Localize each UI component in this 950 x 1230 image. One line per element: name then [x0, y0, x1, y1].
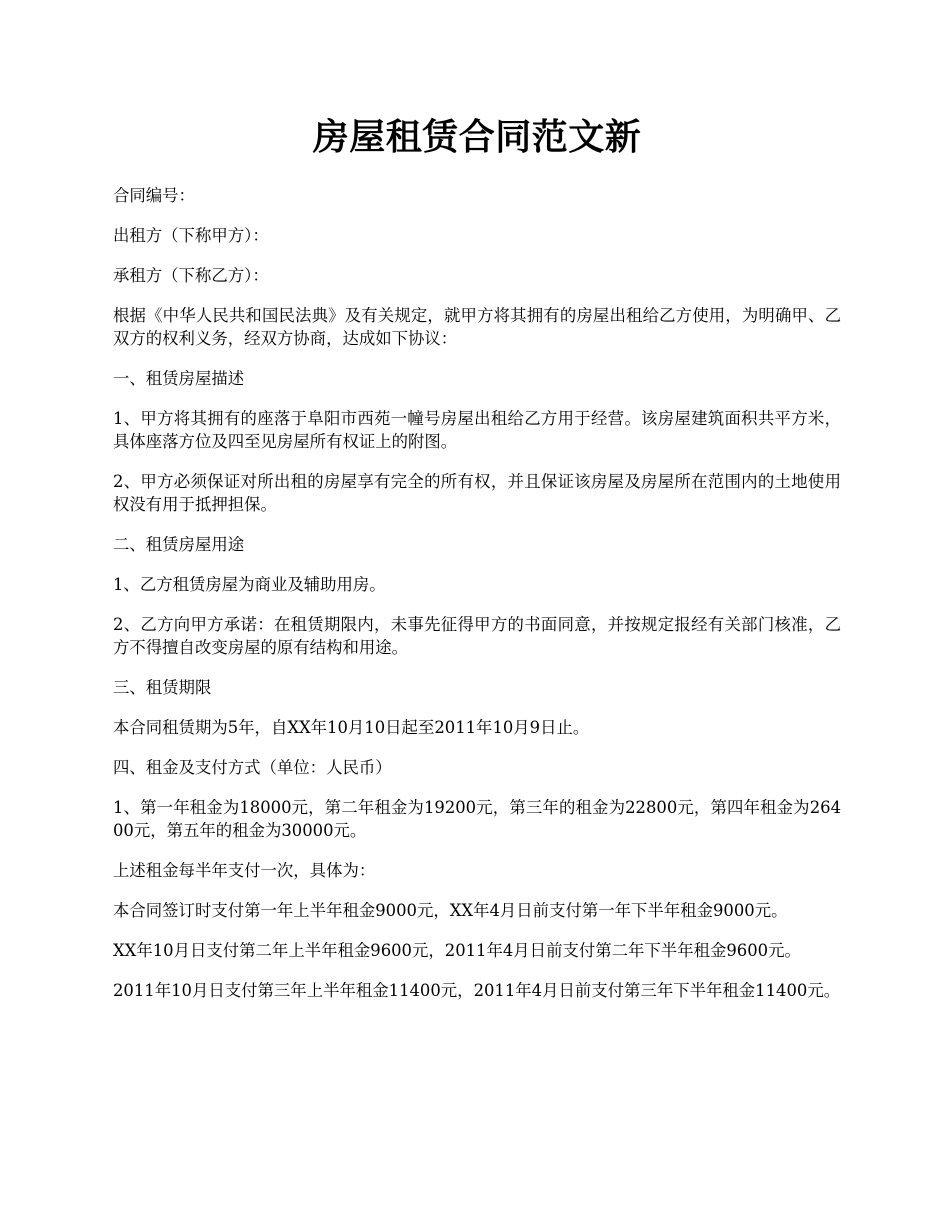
- clause-2-2: 2、乙方向甲方承诺：在租赁期限内，未事先征得甲方的书面同意，并按规定报经有关部门核准，乙方不得擅自改变房屋的原有结构和用途。: [113, 615, 841, 657]
- lessor-line: 出租方（下称甲方）：: [113, 226, 269, 245]
- payment-year-3: 2011年10月日支付第三年上半年租金11400元，2011年4月日前支付第三年下半年租金11400元。: [113, 981, 841, 1000]
- section-heading-2: 二、租赁房屋用途: [113, 535, 245, 554]
- section-heading-4: 四、租金及支付方式（单位：人民币）: [113, 758, 392, 777]
- payment-year-2: XX年10月日支付第二年上半年租金9600元，2011年4月日前支付第二年下半年租金9600元。: [113, 941, 801, 960]
- document-title: 房屋租赁合同范文新: [312, 116, 642, 158]
- lessee-line: 承租方（下称乙方）：: [113, 266, 269, 285]
- clause-1-1: 1、甲方将其拥有的座落于阜阳市西苑一幢号房屋出租给乙方用于经营。该房屋建筑面积共平方米，具体座落方位及四至见房屋所有权证上的附图。: [113, 409, 841, 451]
- clause-3-1: 本合同租赁期为5年，自XX年10月10日起至2011年10月9日止。: [113, 718, 590, 737]
- preamble-paragraph: 根据《中华人民共和国民法典》及有关规定，就甲方将其拥有的房屋出租给乙方使用，为明确甲、乙双方的权利义务，经双方协商，达成如下协议：: [113, 306, 841, 348]
- clause-4-1: 1、第一年租金为18000元，第二年租金为19200元，第三年的租金为22800元，第四年租金为26400元，第五年的租金为30000元。: [113, 798, 841, 840]
- contract-number-line: 合同编号：: [113, 186, 195, 205]
- section-heading-3: 三、租赁期限: [113, 678, 212, 697]
- document-page: [113, 110, 841, 1019]
- payment-schedule-intro: 上述租金每半年支付一次，具体为：: [113, 861, 376, 880]
- clause-1-2: 2、甲方必须保证对所出租的房屋享有完全的所有权，并且保证该房屋及房屋所在范围内的土地使用权没有用于抵押担保。: [113, 472, 841, 514]
- payment-year-1: 本合同签订时支付第一年上半年租金9000元，XX年4月日前支付第一年下半年租金9000元。: [113, 901, 788, 920]
- clause-2-1: 1、乙方租赁房屋为商业及辅助用房。: [113, 575, 386, 594]
- section-heading-1: 一、租赁房屋描述: [113, 369, 245, 388]
